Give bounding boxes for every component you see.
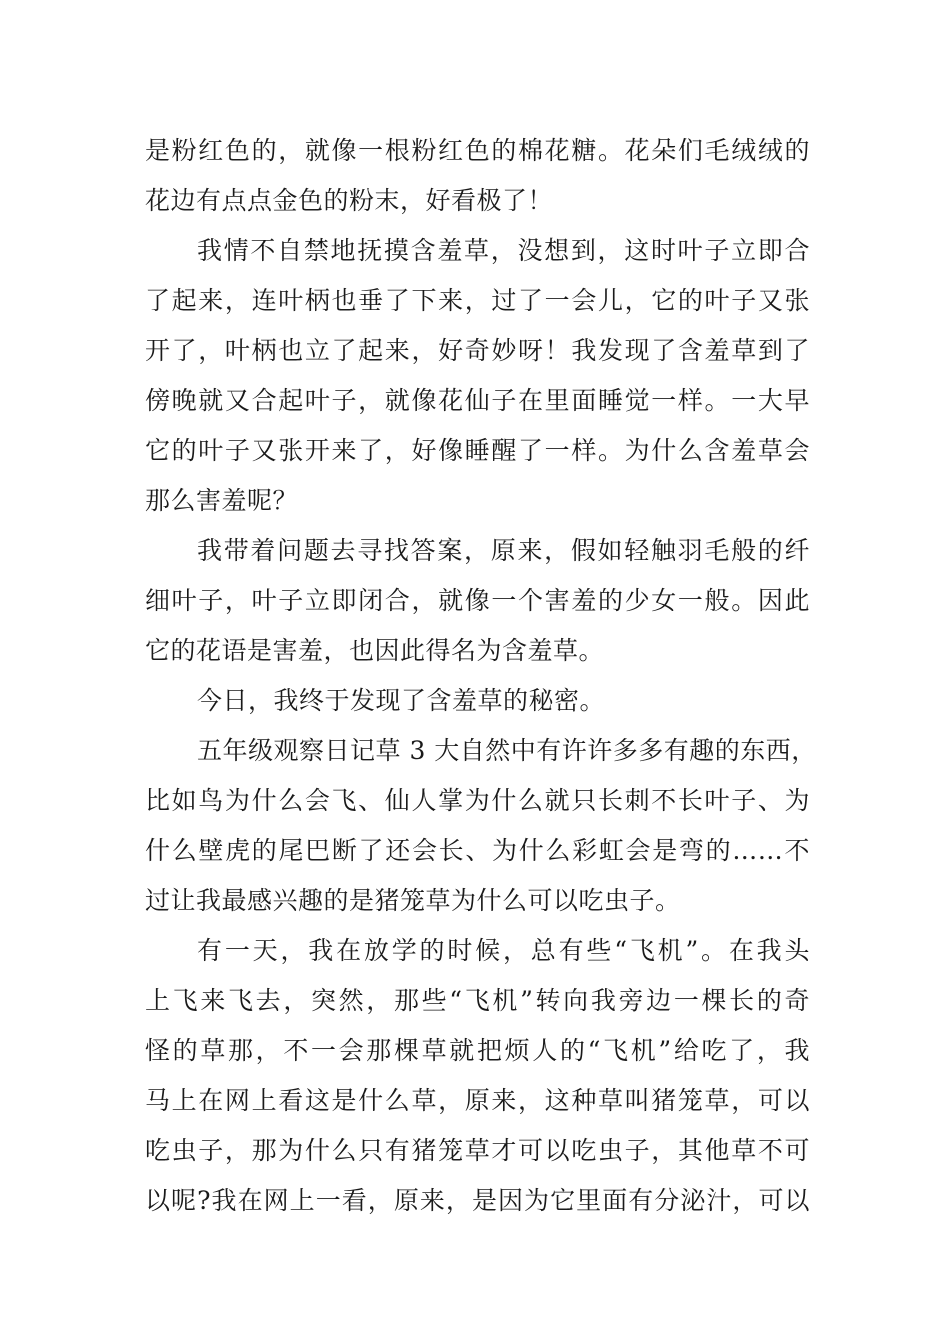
- text-line: 什么壁虎的尾巴断了还会长、为什么彩虹会是弯的……不: [145, 836, 810, 865]
- text-line: 细叶子，叶子立即闭合，就像一个害羞的少女一般。因此: [145, 586, 810, 615]
- text-line: 花边有点点金色的粉末，好看极了！: [145, 186, 554, 215]
- text-line: 上飞来飞去，突然，那些“飞机”转向我旁边一棵长的奇: [145, 986, 810, 1015]
- text-line: 有一天，我在放学的时候，总有些“飞机”。在我头: [197, 936, 810, 965]
- text-line: 我带着问题去寻找答案，原来，假如轻触羽毛般的纤: [197, 536, 810, 565]
- text-line: 它的叶子又张开来了，好像睡醒了一样。为什么含羞草会: [145, 436, 810, 465]
- text-line: 了起来，连叶柄也垂了下来，过了一会儿，它的叶子又张: [145, 286, 810, 315]
- text-line: 五年级观察日记草 3 大自然中有许许多多有趣的东西，: [197, 736, 817, 765]
- text-line: 是粉红色的，就像一根粉红色的棉花糖。花朵们毛绒绒的: [145, 136, 810, 165]
- text-line: 我情不自禁地抚摸含羞草，没想到，这时叶子立即合: [197, 236, 810, 265]
- text-line: 过让我最感兴趣的是猪笼草为什么可以吃虫子。: [145, 886, 681, 915]
- text-line: 比如鸟为什么会飞、仙人掌为什么就只长刺不长叶子、为: [145, 786, 810, 815]
- text-line: 今日，我终于发现了含羞草的秘密。: [197, 686, 606, 715]
- body-text: [145, 126, 817, 1226]
- text-line: 怪的草那，不一会那棵草就把烦人的“飞机”给吃了，我: [145, 1036, 810, 1065]
- text-line: 马上在网上看这是什么草，原来，这种草叫猪笼草，可以: [145, 1086, 810, 1115]
- text-line: 以呢?我在网上一看，原来，是因为它里面有分泌汁，可以: [145, 1186, 810, 1215]
- text-line: 开了，叶柄也立了起来，好奇妙呀！我发现了含羞草到了: [145, 336, 810, 365]
- text-line: 那么害羞呢？: [145, 486, 299, 515]
- text-line: 吃虫子，那为什么只有猪笼草才可以吃虫子，其他草不可: [145, 1136, 810, 1165]
- text-line: 傍晚就又合起叶子，就像花仙子在里面睡觉一样。一大早: [145, 386, 810, 415]
- text-line: 它的花语是害羞，也因此得名为含羞草。: [145, 636, 605, 665]
